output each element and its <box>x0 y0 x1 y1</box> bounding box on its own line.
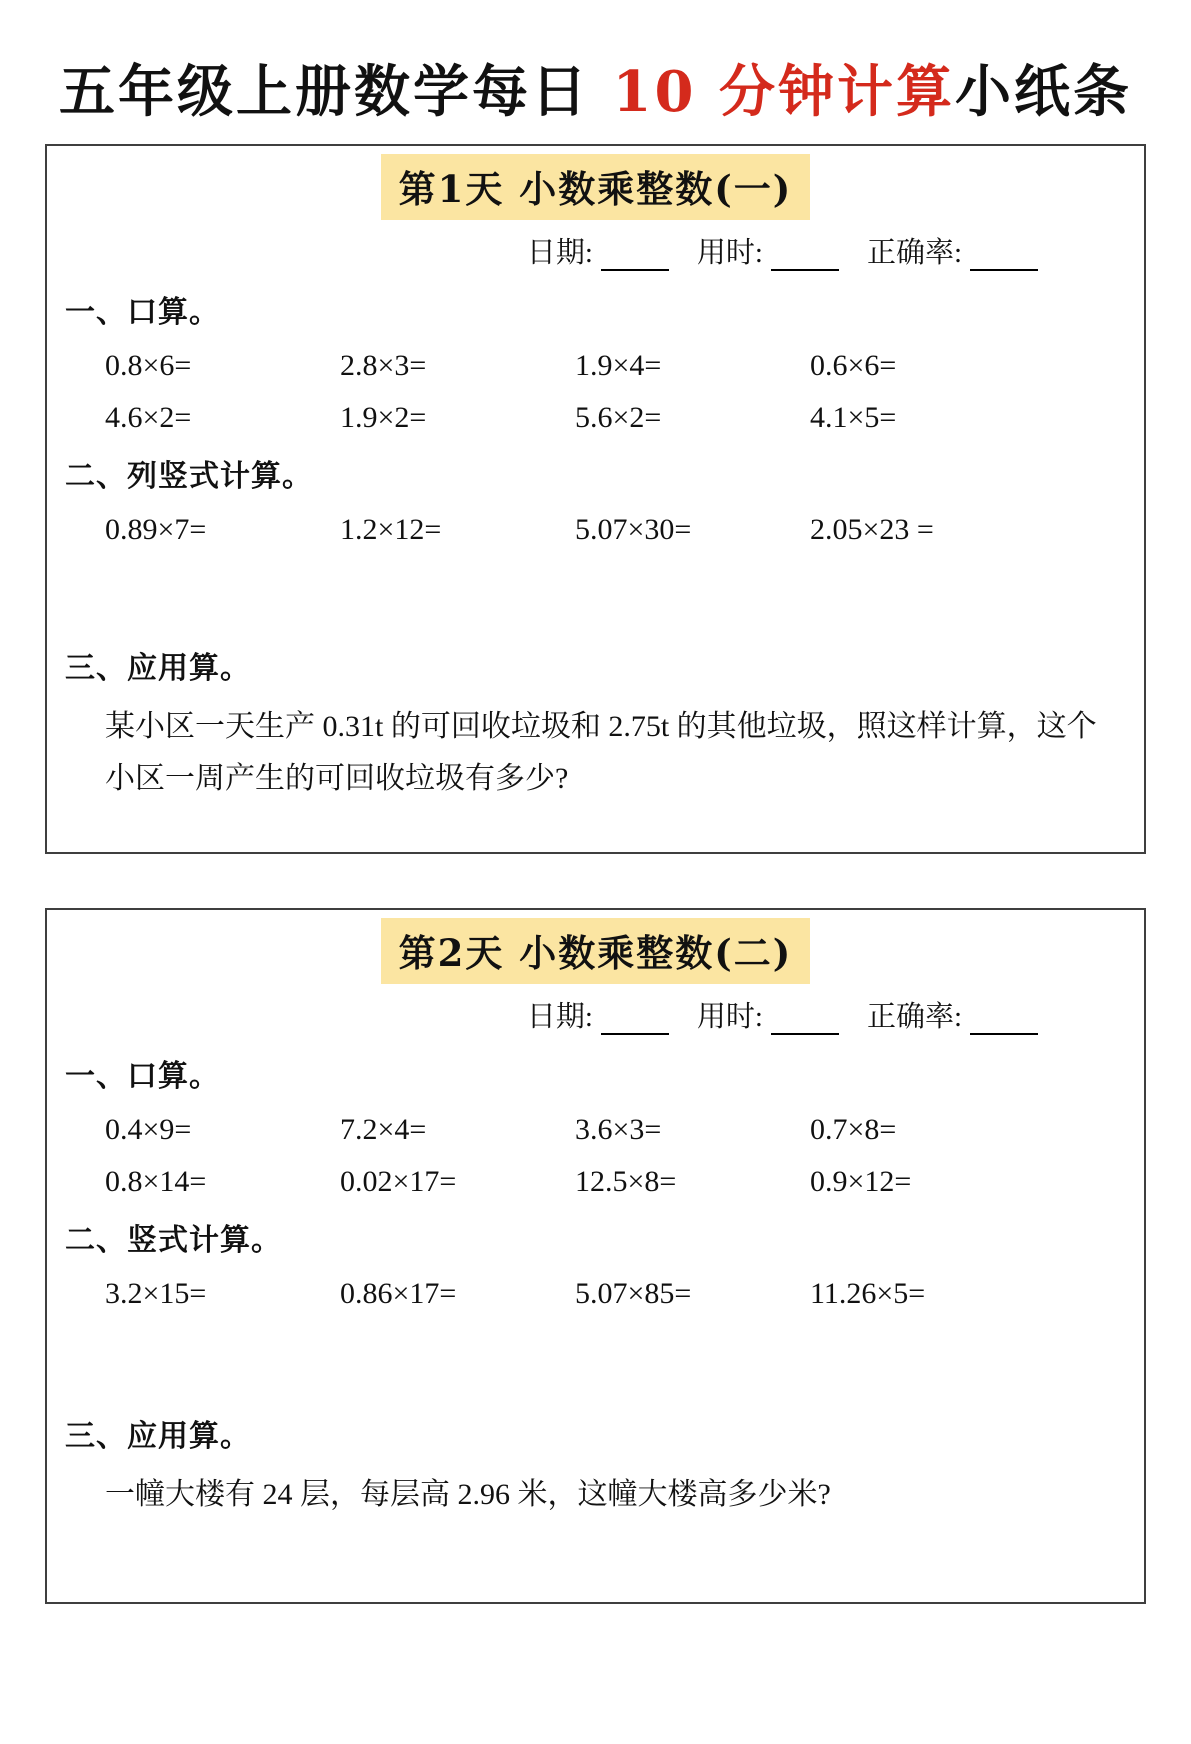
time-label: 用时: <box>696 237 763 270</box>
problem: 0.89×7= <box>105 513 207 547</box>
problem: 11.26×5= <box>810 1277 926 1311</box>
problem: 5.6×2= <box>575 401 662 435</box>
problem: 0.86×17= <box>340 1277 457 1311</box>
day2-vertical-grid <box>105 1277 1144 1311</box>
page-title-black-1: 五年级上册数学每日 <box>59 59 613 125</box>
day2-time-field <box>697 994 839 1035</box>
problem: 1.9×4= <box>575 349 662 383</box>
time-blank <box>771 1003 839 1035</box>
day1-title-highlight: 第1天 小数乘整数(一) <box>381 154 811 220</box>
problem: 0.8×14= <box>105 1165 207 1199</box>
problem: 0.8×6= <box>105 349 192 383</box>
accuracy-blank <box>970 239 1038 271</box>
worksheet-day1 <box>45 144 1146 854</box>
worksheet-day2 <box>45 908 1146 1604</box>
problem: 1.9×2= <box>340 401 427 435</box>
day1-date-line <box>47 230 1144 271</box>
problem: 4.1×5= <box>810 401 897 435</box>
day1-oral-grid <box>105 349 1144 435</box>
problem: 5.07×30= <box>575 513 692 547</box>
day1-section-vertical-heading: 二、列竖式计算。 <box>65 460 313 494</box>
day1-header <box>47 154 1144 220</box>
problem: 7.2×4= <box>340 1113 427 1147</box>
accuracy-label: 正确率: <box>866 1001 962 1034</box>
problem: 0.02×17= <box>340 1165 457 1199</box>
problem: 4.6×2= <box>105 401 192 435</box>
problem: 12.5×8= <box>575 1165 677 1199</box>
date-blank <box>601 239 669 271</box>
page-title-red: 10 分钟计算 <box>612 59 955 125</box>
problem: 1.2×12= <box>340 513 442 547</box>
page-title <box>0 60 1191 124</box>
day2-date-field <box>527 994 669 1035</box>
problem: 5.07×85= <box>575 1277 692 1311</box>
date-blank <box>601 1003 669 1035</box>
day1-section-apply-heading: 三、应用算。 <box>65 652 251 686</box>
day2-section-vertical-heading: 二、竖式计算。 <box>65 1224 282 1258</box>
day1-word-problem: 某小区一天生产 0.31t 的可回收垃圾和 2.75t 的其他垃圾，照这样计算，这个小区一周产生的可回收垃圾有多少? <box>105 710 1097 796</box>
day1-time-field <box>697 230 839 271</box>
day2-header <box>47 918 1144 984</box>
problem: 2.8×3= <box>340 349 427 383</box>
day1-vertical-grid <box>105 513 1144 547</box>
problem: 0.9×12= <box>810 1165 912 1199</box>
day2-title-highlight: 第2天 小数乘整数(二) <box>381 918 811 984</box>
date-label: 日期: <box>526 1001 593 1034</box>
problem: 0.4×9= <box>105 1113 192 1147</box>
accuracy-label: 正确率: <box>866 237 962 270</box>
time-blank <box>771 239 839 271</box>
day2-word-problem: 一幢大楼有 24 层，每层高 2.96 米，这幢大楼高多少米? <box>105 1478 831 1512</box>
day1-accuracy-field <box>867 230 1038 271</box>
day2-section-oral-heading: 一、口算。 <box>65 1060 220 1094</box>
problem: 0.6×6= <box>810 349 897 383</box>
date-label: 日期: <box>526 237 593 270</box>
problem: 3.2×15= <box>105 1277 207 1311</box>
day2-accuracy-field <box>867 994 1038 1035</box>
problem: 0.7×8= <box>810 1113 897 1147</box>
day2-oral-grid <box>105 1113 1144 1199</box>
problem: 3.6×3= <box>575 1113 662 1147</box>
page-title-black-2: 小纸条 <box>954 59 1132 125</box>
day1-date-field <box>527 230 669 271</box>
day2-date-line <box>47 994 1144 1035</box>
accuracy-blank <box>970 1003 1038 1035</box>
problem: 2.05×23 = <box>810 513 934 547</box>
day1-section-oral-heading: 一、口算。 <box>65 296 220 330</box>
day2-section-apply-heading: 三、应用算。 <box>65 1420 251 1454</box>
time-label: 用时: <box>696 1001 763 1034</box>
